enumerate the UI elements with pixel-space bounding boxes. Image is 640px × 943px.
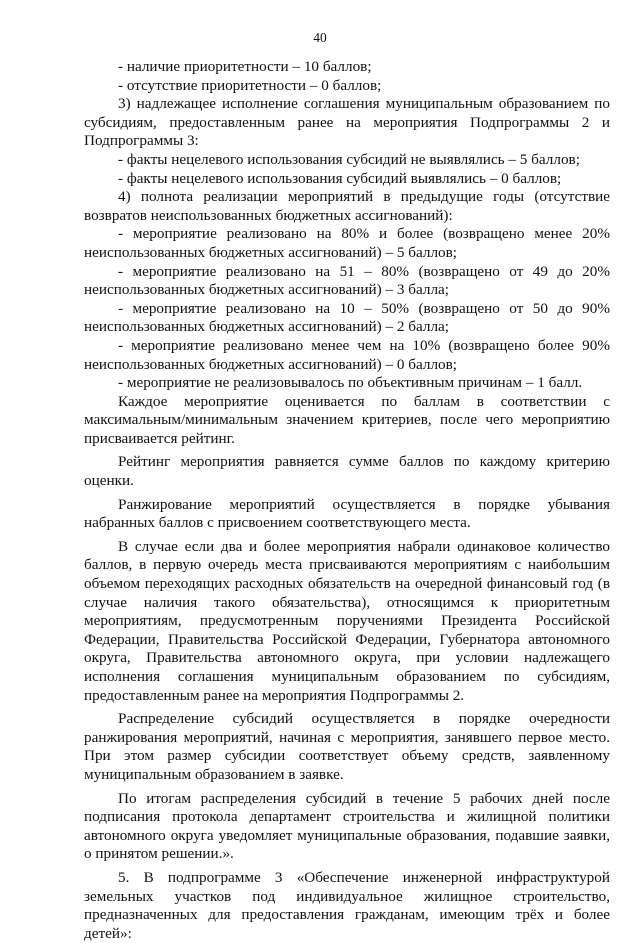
- paragraph-priority-no: - отсутствие приоритетности – 0 баллов;: [118, 76, 382, 94]
- paragraph-implemented-51-80: - мероприятие реализовано на 51 – 80% (возвращено от 49 до 20% неиспользованных бюджетных ассигнований) – 3 балла;: [84, 262, 610, 299]
- document-body: [84, 58, 610, 943]
- paragraph-not-implemented: - мероприятие не реализовывалось по объективным причинам – 1 балл.: [118, 374, 583, 392]
- paragraph-misuse-found: - факты нецелевого использования субсидий выявлялись – 0 баллов;: [118, 169, 562, 187]
- paragraph-implemented-80: - мероприятие реализовано на 80% и более (возвращено менее 20% неиспользованных бюджетных ассигнований) – 5 баллов;: [84, 225, 610, 261]
- paragraph-criterion-4: 4) полнота реализации мероприятий в предыдущие годы (отсутствие возвратов неиспользованных бюджетных ассигнований):: [84, 188, 610, 224]
- paragraph-priority-yes: - наличие приоритетности – 10 баллов;: [118, 58, 372, 75]
- paragraph-criterion-3: 3) надлежащее исполнение соглашения муниципальным образованием по субсидиям, предоставленным ранее на мероприятия Подпрограммы 2 и Подпрограммы 3:: [84, 95, 610, 150]
- paragraph-evaluation: Каждое мероприятие оценивается по баллам в соответствии с максимальным/минимальным значением критериев, после чего мероприятию присваивается рейтинг.: [84, 392, 610, 447]
- paragraph-implemented-less-10: - мероприятие реализовано менее чем на 10% (возвращено более 90% неиспользованных бюджетных ассигнований) – 0 баллов;: [84, 336, 610, 373]
- paragraph-misuse-not-found: - факты нецелевого использования субсидий не выявлялись – 5 баллов;: [118, 150, 580, 168]
- paragraph-rating: Рейтинг мероприятия равняется сумме баллов по каждому критерию оценки.: [84, 453, 610, 490]
- paragraph-implemented-10-50: - мероприятие реализовано на 10 – 50% (возвращено от 50 до 90% неиспользованных бюджетных ассигнований) – 2 балла;: [84, 299, 610, 336]
- paragraph-notification: По итогам распределения субсидий в течение 5 рабочих дней после подписания протокола департамент строительства и жилищной политики автономного округа уведомляет муниципальные образования, подавшие заявки, о принятом решении.».: [84, 789, 610, 863]
- page-number: 40: [313, 30, 327, 45]
- paragraph-distribution: Распределение субсидий осуществляется в порядке очередности ранжирования мероприятий, начиная с мероприятия, занявшего первое место. При этом размер субсидии соответствует объему средств, заявленному муниципальным образованием в заявке.: [84, 710, 610, 783]
- paragraph-equal-points: В случае если два и более мероприятия набрали одинаковое количество баллов, в первую очередь места присваиваются мероприятиям с наибольшим объемом переходящих расходных обязательств на очередной финансовый год (в случае наличия такого обязательства), относящимся к приоритетным мероприятиям, предусмотренным поручениями Президента Российской Федерации, Правительства Российской Федерации, Губернатора автономного округа, Правительства автономного округа, при условии надлежащего исполнения соглашения муниципальным образованием по субсидиям, предоставленным ранее на мероприятия Подпрограммы 2.: [84, 537, 610, 704]
- paragraph-ranking: Ранжирование мероприятий осуществляется в порядке убывания набранных баллов с присвоением соответствующего места.: [84, 495, 610, 532]
- paragraph-subprogram-3: 5. В подпрограмме 3 «Обеспечение инженерной инфраструктурой земельных участков под индивидуальное жилищное строительство, предназначенных для предоставления гражданам, имеющим трёх и более детей»:: [84, 868, 610, 942]
